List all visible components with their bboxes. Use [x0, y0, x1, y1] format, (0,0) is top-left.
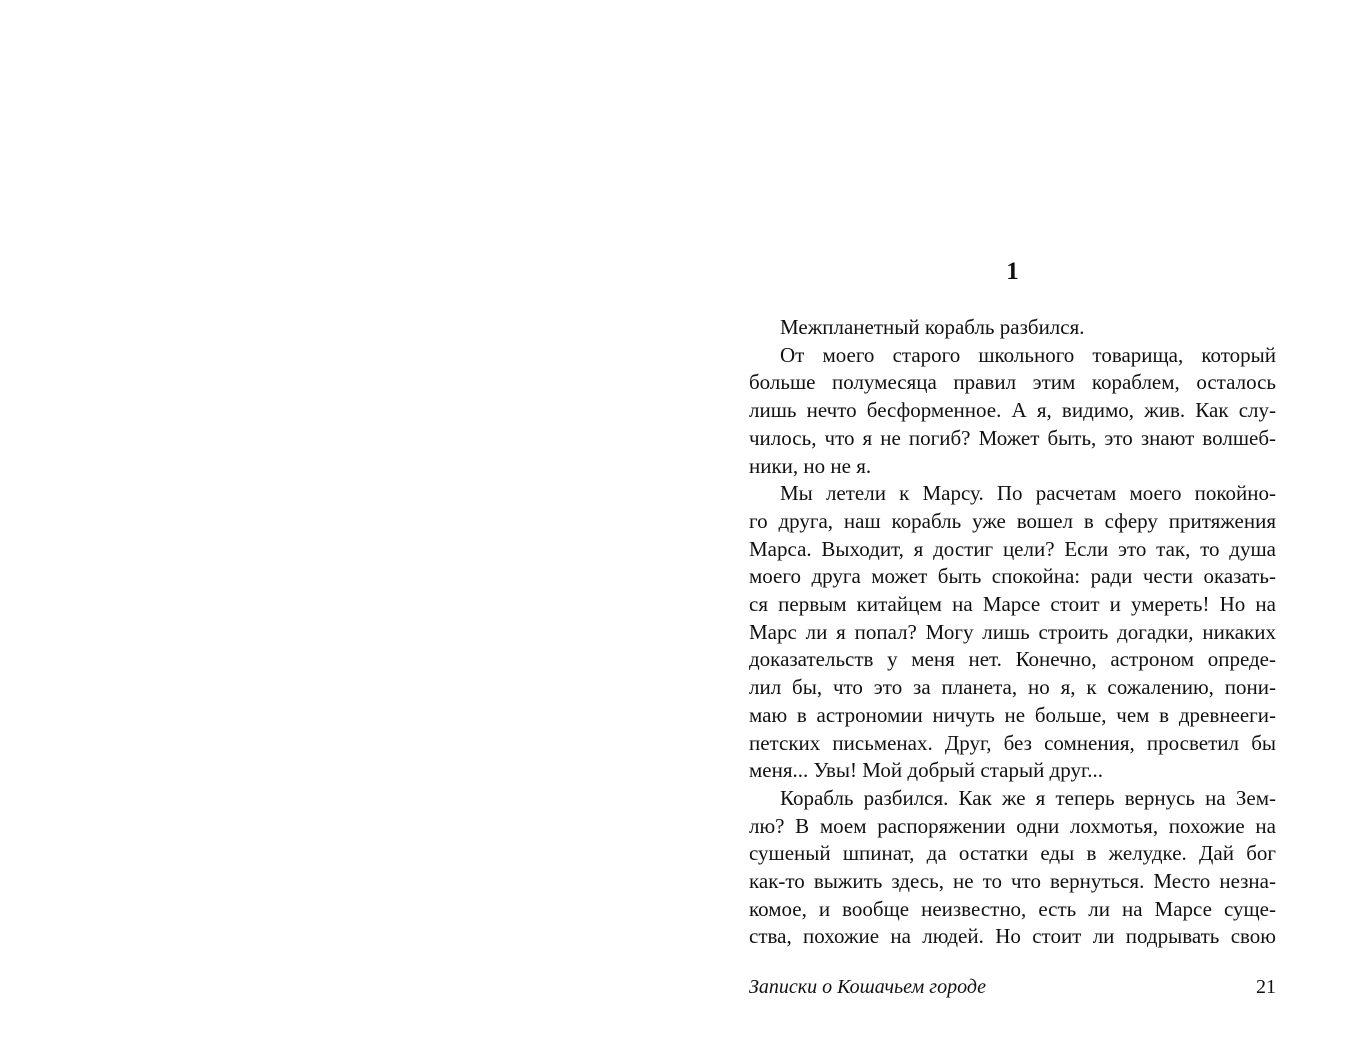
text-line: От моего старого школьного товарища, который: [780, 342, 1276, 367]
text-line: чилось, что я не погиб? Может быть, это знают волшеб-: [749, 425, 1276, 450]
text-line: ся первым китайцем на Марсе стоит и умереть! Но на: [749, 592, 1276, 617]
text-line: больше полумесяца правил этим кораблем, осталось: [749, 370, 1276, 395]
page-footer: [749, 976, 1276, 999]
page-text: [749, 314, 1276, 951]
page-number: 21: [1256, 976, 1276, 998]
text-line: го друга, наш корабль уже вошел в сферу притяжения: [749, 508, 1276, 533]
text-line: Мы летели к Марсу. По расчетам моего покойно-: [780, 481, 1276, 506]
chapter-number: 1: [1006, 258, 1019, 285]
text-line: Межпланетный корабль разбился.: [780, 315, 1085, 339]
text-line: ники, но не я.: [749, 453, 872, 478]
text-line: сушеный шпинат, да остатки еды в желудке. Дай бог: [749, 841, 1276, 866]
text-line: Марс ли я попал? Могу лишь строить догадки, никаких: [749, 619, 1276, 644]
text-line: как-то выжить здесь, не то что вернуться. Место незна-: [749, 869, 1276, 894]
text-line: маю в астрономии ничуть не больше, чем в древнееги-: [749, 702, 1276, 727]
text-line: лю? В моем распоряжении одни лохмотья, похожие на: [749, 813, 1276, 838]
text-line: моего друга может быть спокойна: ради чести оказать-: [749, 564, 1276, 589]
text-line: лил бы, что это за планета, но я, к сожалению, пони-: [749, 675, 1276, 700]
running-title: Записки о Кошачьем городе: [749, 976, 987, 998]
text-line: меня... Увы! Мой добрый старый друг...: [749, 758, 1103, 783]
text-line: петских письменах. Друг, без сомнения, просветил бы: [749, 730, 1276, 755]
text-line: ства, похожие на людей. Но стоит ли подрывать свою: [749, 924, 1276, 949]
text-line: лишь нечто бесформенное. А я, видимо, жив. Как слу-: [749, 398, 1276, 423]
text-line: доказательств у меня нет. Конечно, астроном опреде-: [749, 647, 1276, 672]
text-line: комое, и вообще неизвестно, есть ли на Марсе суще-: [749, 896, 1276, 921]
text-line: Марса. Выходит, я достиг цели? Если это так, то душа: [749, 536, 1276, 561]
text-line: Корабль разбился. Как же я теперь вернусь на Зем-: [780, 785, 1276, 810]
